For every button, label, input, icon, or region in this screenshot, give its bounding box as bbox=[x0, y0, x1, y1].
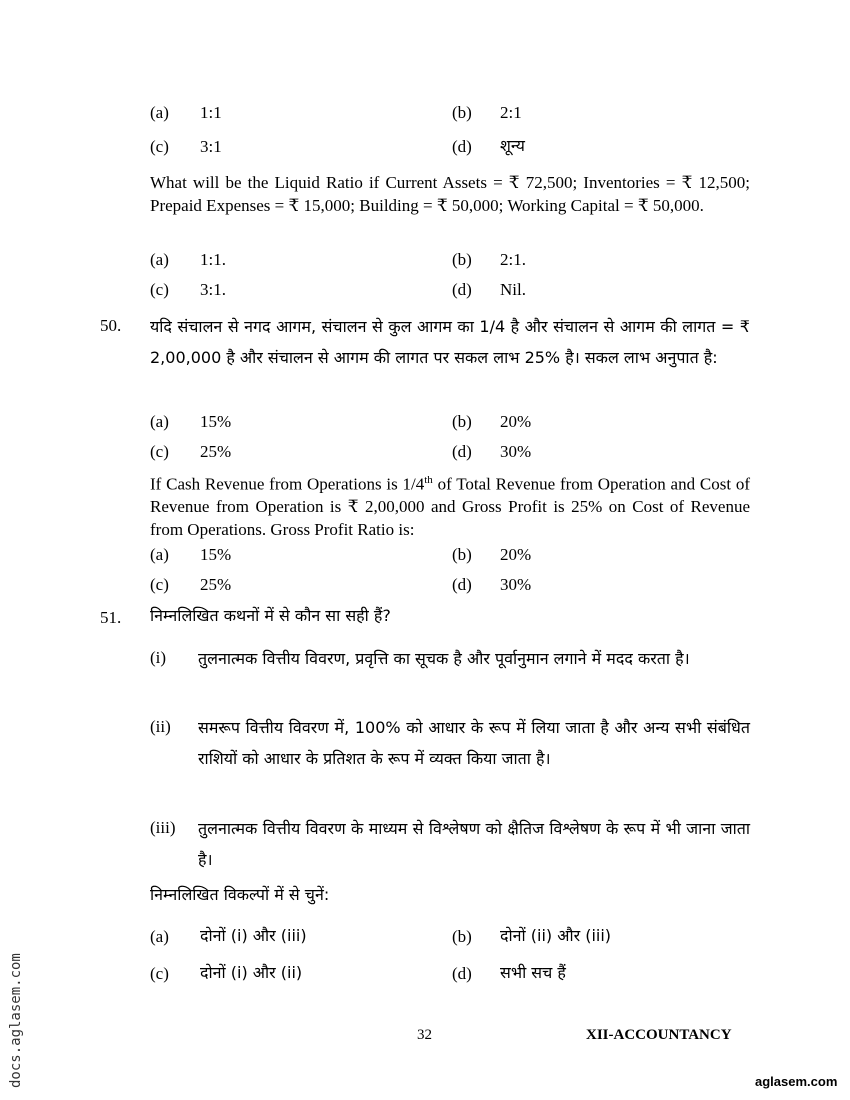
option-text: 1:1. bbox=[200, 250, 226, 269]
option-label: (a) bbox=[150, 412, 169, 431]
question-text-hindi: निम्नलिखित कथनों में से कौन सा सही हैं? bbox=[150, 606, 391, 625]
option-label: (a) bbox=[150, 103, 169, 122]
option-text: दोनों (ii) और (iii) bbox=[500, 926, 612, 945]
superscript: th bbox=[424, 474, 433, 486]
question-text-hindi: यदि संचालन से नगद आगम, संचालन से कुल आगम का 1/4 है और संचालन से आगम की लागत = ₹ 2,00,000 है और संचालन से आगम की लागत पर सकल लाभ 25% है। सकल लाभ अनुपात है: bbox=[150, 317, 750, 367]
question-text-english bbox=[150, 469, 750, 541]
option-text: 15% bbox=[200, 412, 232, 431]
choose-instruction: निम्नलिखित विकल्पों में से चुनें: bbox=[150, 885, 330, 904]
option-label: (c) bbox=[150, 964, 169, 983]
option-label: (b) bbox=[452, 927, 472, 946]
option-text: सभी सच हैं bbox=[500, 963, 566, 982]
option-text: 3:1. bbox=[200, 280, 226, 299]
option-label: (b) bbox=[452, 250, 472, 269]
option-text: दोनों (i) और (ii) bbox=[200, 963, 303, 982]
option-label: (a) bbox=[150, 545, 169, 564]
option-label: (d) bbox=[452, 137, 472, 156]
option-text: 3:1 bbox=[200, 137, 222, 156]
side-watermark: docs.aglasem.com bbox=[8, 953, 24, 1088]
question-number: 51. bbox=[100, 608, 122, 627]
question-number: 50. bbox=[100, 316, 122, 335]
statement-label: (iii) bbox=[150, 818, 176, 837]
option-label: (b) bbox=[452, 412, 472, 431]
page-number: 32 bbox=[417, 1027, 432, 1043]
option-label: (b) bbox=[452, 545, 472, 564]
question-text-part: of Total Revenue from Operation and Cost of Revenue from Operation is ₹ 2,00,000 and Gross Profit is 25% on Cost of Revenue from Operations. Gross Profit Ratio is: bbox=[150, 474, 750, 539]
option-text: 25% bbox=[200, 575, 232, 594]
option-label: (d) bbox=[452, 280, 472, 299]
option-label: (c) bbox=[150, 137, 169, 156]
option-text: 2:1 bbox=[500, 103, 522, 122]
option-label: (a) bbox=[150, 927, 169, 946]
option-text: Nil. bbox=[500, 280, 526, 299]
option-label: (c) bbox=[150, 280, 169, 299]
question-text-english: What will be the Liquid Ratio if Current Assets = ₹ 72,500; Inventories = ₹ 12,500; Prepaid Expenses = ₹ 15,000; Building = ₹ 50,000; Working Capital = ₹ 50,000. bbox=[150, 173, 750, 215]
option-label: (d) bbox=[452, 964, 472, 983]
option-label: (c) bbox=[150, 575, 169, 594]
option-text: दोनों (i) और (iii) bbox=[200, 926, 307, 945]
option-text: 2:1. bbox=[500, 250, 526, 269]
option-label: (d) bbox=[452, 442, 472, 461]
question-text-part: If Cash Revenue from Operations is 1/4 bbox=[150, 474, 425, 494]
option-text: 20% bbox=[500, 412, 532, 431]
option-text: 15% bbox=[200, 545, 232, 564]
option-text: 20% bbox=[500, 545, 532, 564]
option-label: (a) bbox=[150, 250, 169, 269]
option-label: (b) bbox=[452, 103, 472, 122]
statement-label: (i) bbox=[150, 648, 167, 667]
subject-label: XII-ACCOUNTANCY bbox=[586, 1027, 732, 1043]
statement-text: तुलनात्मक वित्तीय विवरण के माध्यम से विश्लेषण को क्षैतिज विश्लेषण के रूप में भी जाना जाता है। bbox=[198, 819, 750, 869]
option-text: 30% bbox=[500, 442, 532, 461]
statement-text: तुलनात्मक वित्तीय विवरण, प्रवृत्ति का सूचक है और पूर्वानुमान लगाने में मदद करता है। bbox=[198, 649, 690, 668]
statement-label: (ii) bbox=[150, 717, 171, 736]
option-text: 30% bbox=[500, 575, 532, 594]
option-label: (d) bbox=[452, 575, 472, 594]
option-label: (c) bbox=[150, 442, 169, 461]
brand-logo-text[interactable]: aglasem.com bbox=[755, 1074, 838, 1089]
statement-text: समरूप वित्तीय विवरण में, 100% को आधार के रूप में लिया जाता है और अन्य सभी संबंधित राशियों को आधार के प्रतिशत के रूप में व्यक्त किया जाता है। bbox=[198, 718, 750, 768]
option-text: 25% bbox=[200, 442, 232, 461]
option-text: 1:1 bbox=[200, 103, 222, 122]
option-text: शून्य bbox=[500, 136, 525, 155]
